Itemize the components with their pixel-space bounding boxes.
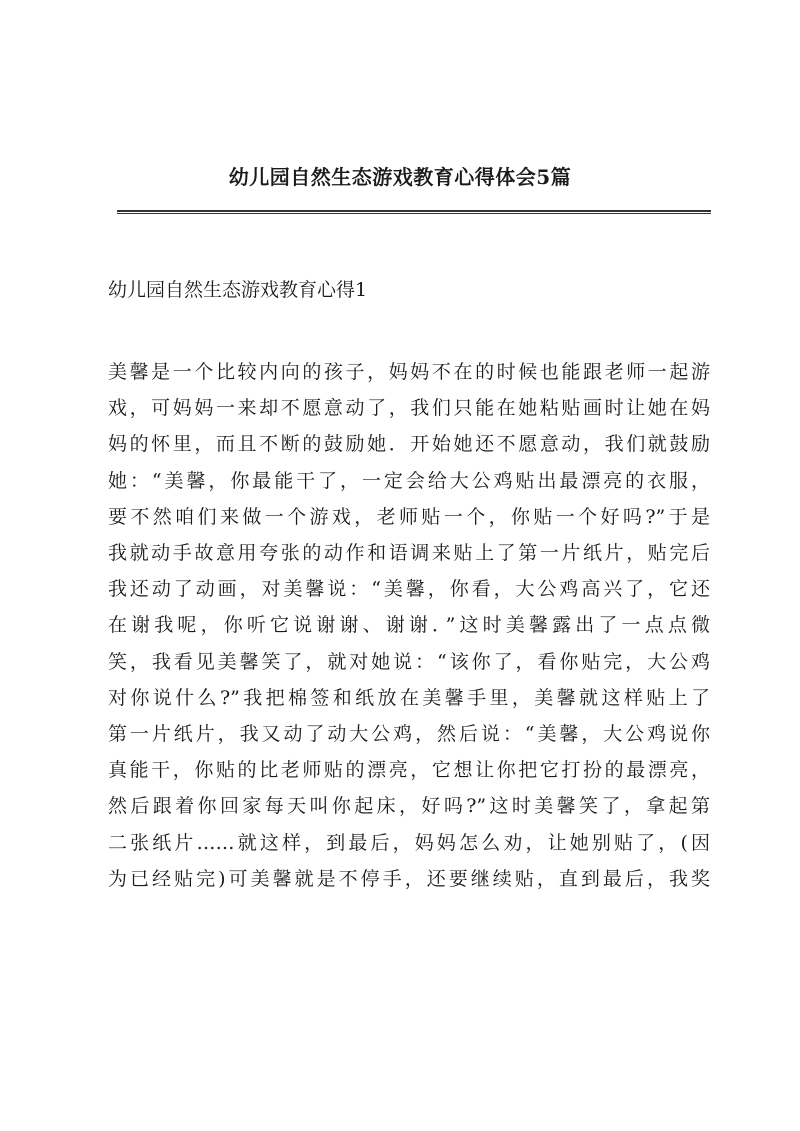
body-line: 妈的怀里，而且不断的鼓励她．开始她还不愿意动，我们就鼓励 xyxy=(108,433,710,456)
body-paragraph xyxy=(108,354,710,897)
document-title: 幼儿园自然生态游戏教育心得体会5篇 xyxy=(228,165,572,189)
body-line: 然后跟着你回家每天叫你起床，好吗?”这时美馨笑了，拿起第 xyxy=(108,795,710,818)
body-line: 我就动手故意用夸张的动作和语调来贴上了第一片纸片，贴完后 xyxy=(108,542,710,565)
body-line: 美馨是一个比较内向的孩子，妈妈不在的时候也能跟老师一起游 xyxy=(108,361,710,383)
body-line: 二张纸片……就这样，到最后，妈妈怎么劝，让她别贴了，(因 xyxy=(108,831,710,854)
title-divider xyxy=(117,210,711,214)
body-line: 第一片纸片，我又动了动大公鸡，然后说：“美馨，大公鸡说你 xyxy=(108,723,710,746)
body-line: 我还动了动画，对美馨说：“美馨，你看，大公鸡高兴了，它还 xyxy=(108,578,710,601)
section-heading: 幼儿园自然生态游戏教育心得1 xyxy=(108,279,368,301)
body-line: 真能干，你贴的比老师贴的漂亮，它想让你把它打扮的最漂亮， xyxy=(108,759,710,782)
body-line: 戏，可妈妈一来却不愿意动了，我们只能在她粘贴画时让她在妈 xyxy=(108,397,710,420)
body-line: 要不然咱们来做一个游戏，老师贴一个，你贴一个好吗?”于是 xyxy=(108,505,710,528)
body-line: 在谢我呢，你听它说谢谢、谢谢．”这时美馨露出了一点点微 xyxy=(108,614,710,637)
body-line: 对你说什么?”我把棉签和纸放在美馨手里，美馨就这样贴上了 xyxy=(108,686,710,709)
body-line: 笑，我看见美馨笑了，就对她说：“该你了，看你贴完，大公鸡 xyxy=(108,650,710,673)
body-line: 为已经贴完)可美馨就是不停手，还要继续贴，直到最后，我奖 xyxy=(108,867,710,890)
body-line: 她：“美馨，你最能干了，一定会给大公鸡贴出最漂亮的衣服， xyxy=(108,469,710,492)
